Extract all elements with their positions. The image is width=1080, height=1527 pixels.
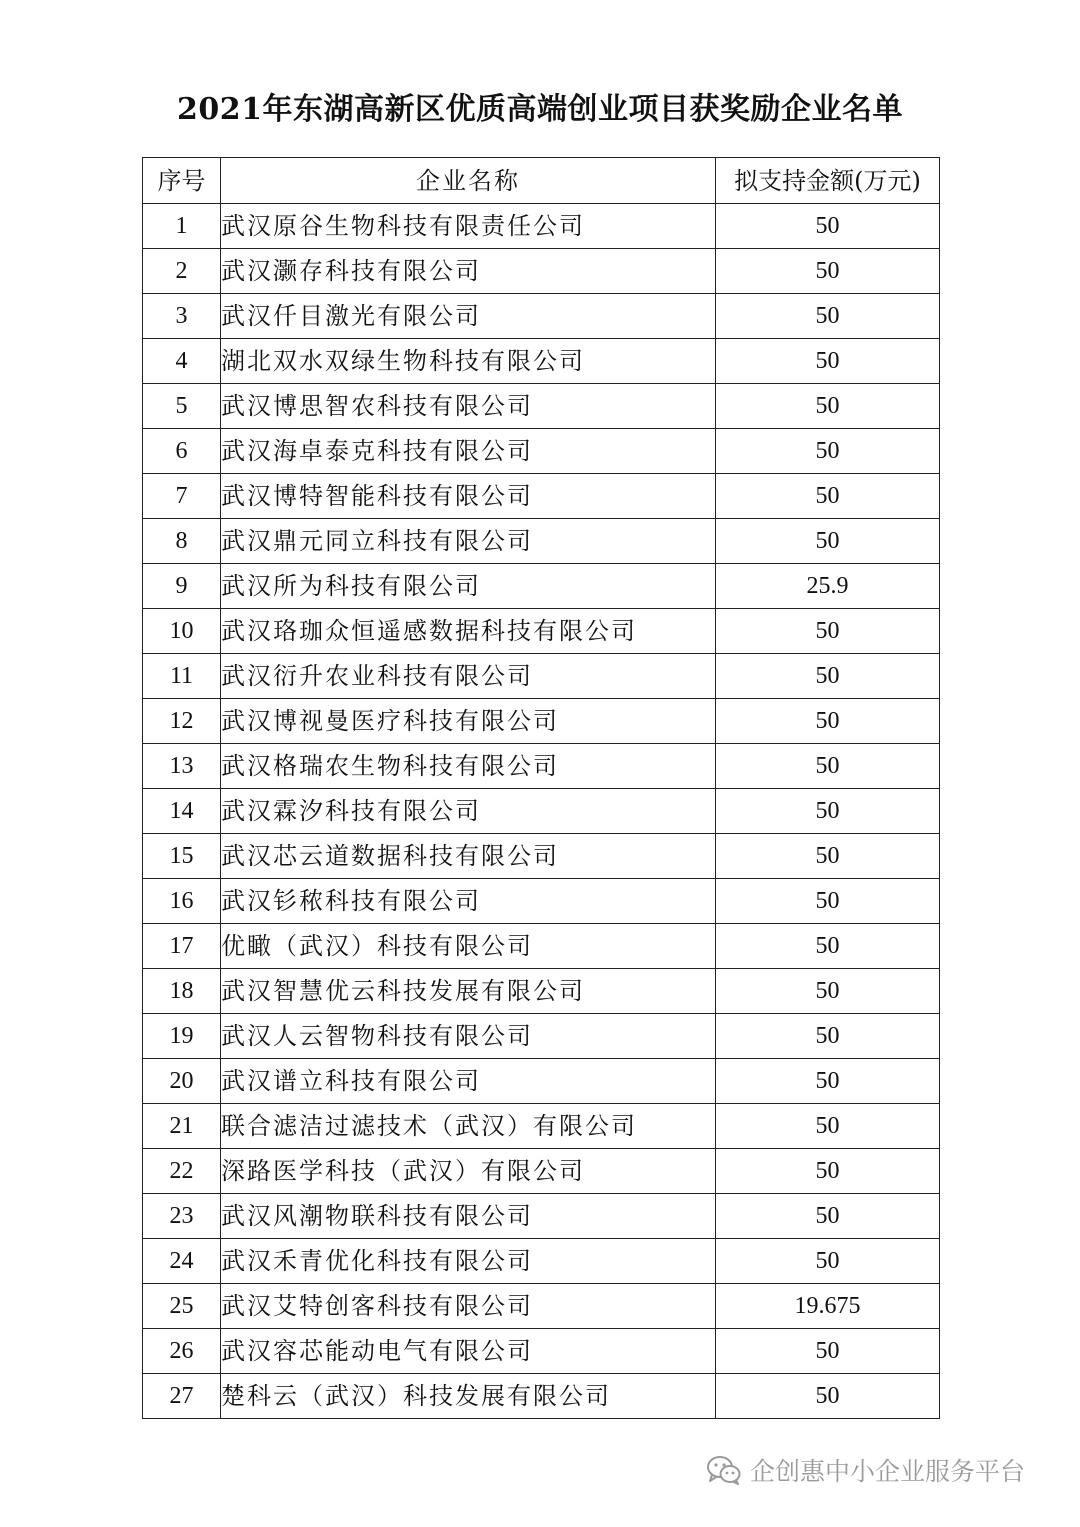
row-no: 24 <box>143 1239 221 1284</box>
row-company-name: 武汉霖汐科技有限公司 <box>221 789 716 834</box>
row-no: 7 <box>143 474 221 519</box>
row-no: 9 <box>143 564 221 609</box>
table-row <box>143 1014 940 1059</box>
table-row <box>143 789 940 834</box>
row-company-name: 武汉衍升农业科技有限公司 <box>221 654 716 699</box>
row-no: 22 <box>143 1149 221 1194</box>
row-company-name: 武汉风潮物联科技有限公司 <box>221 1194 716 1239</box>
row-company-name: 湖北双水双绿生物科技有限公司 <box>221 339 716 384</box>
row-no: 4 <box>143 339 221 384</box>
wechat-icon <box>706 1455 742 1485</box>
row-no: 8 <box>143 519 221 564</box>
row-no: 12 <box>143 699 221 744</box>
table-row <box>143 699 940 744</box>
row-no: 21 <box>143 1104 221 1149</box>
table-row <box>143 1059 940 1104</box>
row-company-name: 深路医学科技（武汉）有限公司 <box>221 1149 716 1194</box>
row-company-name: 楚科云（武汉）科技发展有限公司 <box>221 1374 716 1419</box>
table-row <box>143 249 940 294</box>
table-header-row <box>143 158 940 204</box>
row-no: 5 <box>143 384 221 429</box>
row-amount: 50 <box>716 474 940 519</box>
table-row <box>143 1194 940 1239</box>
table-row <box>143 1329 940 1374</box>
row-amount: 50 <box>716 1104 940 1149</box>
row-amount: 19.675 <box>716 1284 940 1329</box>
table-row <box>143 1149 940 1194</box>
row-company-name: 武汉灏存科技有限公司 <box>221 249 716 294</box>
row-company-name: 武汉海卓泰克科技有限公司 <box>221 429 716 474</box>
row-company-name: 武汉艾特创客科技有限公司 <box>221 1284 716 1329</box>
row-company-name: 武汉禾青优化科技有限公司 <box>221 1239 716 1284</box>
row-company-name: 武汉谱立科技有限公司 <box>221 1059 716 1104</box>
row-amount: 50 <box>716 699 940 744</box>
table-row <box>143 969 940 1014</box>
table-row <box>143 654 940 699</box>
table-row <box>143 924 940 969</box>
row-no: 2 <box>143 249 221 294</box>
row-no: 16 <box>143 879 221 924</box>
table-row <box>143 519 940 564</box>
row-amount: 50 <box>716 339 940 384</box>
row-company-name: 武汉博特智能科技有限公司 <box>221 474 716 519</box>
row-amount: 50 <box>716 654 940 699</box>
row-no: 17 <box>143 924 221 969</box>
row-amount: 50 <box>716 1149 940 1194</box>
table-row <box>143 879 940 924</box>
row-amount: 50 <box>716 744 940 789</box>
row-company-name: 优瞰（武汉）科技有限公司 <box>221 924 716 969</box>
header-name: 企业名称 <box>221 158 716 204</box>
row-amount: 50 <box>716 609 940 654</box>
table-row <box>143 564 940 609</box>
row-amount: 50 <box>716 249 940 294</box>
row-company-name: 武汉格瑞农生物科技有限公司 <box>221 744 716 789</box>
row-no: 19 <box>143 1014 221 1059</box>
row-amount: 50 <box>716 879 940 924</box>
row-company-name: 武汉智慧优云科技发展有限公司 <box>221 969 716 1014</box>
row-no: 15 <box>143 834 221 879</box>
row-no: 23 <box>143 1194 221 1239</box>
row-no: 1 <box>143 204 221 249</box>
row-no: 20 <box>143 1059 221 1104</box>
row-no: 11 <box>143 654 221 699</box>
header-amount: 拟支持金额(万元) <box>716 158 940 204</box>
table-row <box>143 474 940 519</box>
row-amount: 50 <box>716 969 940 1014</box>
table-row <box>143 834 940 879</box>
watermark <box>706 1452 1025 1488</box>
row-amount: 50 <box>716 1374 940 1419</box>
row-amount: 50 <box>716 1059 940 1104</box>
row-company-name: 武汉鼎元同立科技有限公司 <box>221 519 716 564</box>
row-no: 25 <box>143 1284 221 1329</box>
row-amount: 50 <box>716 429 940 474</box>
row-no: 3 <box>143 294 221 339</box>
watermark-text: 企创惠中小企业服务平台 <box>750 1457 1026 1486</box>
table-row <box>143 744 940 789</box>
row-no: 6 <box>143 429 221 474</box>
row-amount: 50 <box>716 1194 940 1239</box>
row-amount: 50 <box>716 204 940 249</box>
row-amount: 50 <box>716 519 940 564</box>
table-row <box>143 339 940 384</box>
table-row <box>143 1104 940 1149</box>
row-amount: 50 <box>716 1014 940 1059</box>
row-amount: 50 <box>716 834 940 879</box>
row-company-name: 武汉钐秾科技有限公司 <box>221 879 716 924</box>
award-table <box>142 157 940 1419</box>
header-no: 序号 <box>143 158 221 204</box>
row-company-name: 武汉原谷生物科技有限责任公司 <box>221 204 716 249</box>
row-amount: 50 <box>716 294 940 339</box>
row-amount: 50 <box>716 1239 940 1284</box>
table-row <box>143 609 940 654</box>
table-row <box>143 294 940 339</box>
row-no: 26 <box>143 1329 221 1374</box>
row-company-name: 武汉仟目激光有限公司 <box>221 294 716 339</box>
row-company-name: 武汉所为科技有限公司 <box>221 564 716 609</box>
row-amount: 50 <box>716 789 940 834</box>
row-company-name: 武汉博视曼医疗科技有限公司 <box>221 699 716 744</box>
row-company-name: 武汉芯云道数据科技有限公司 <box>221 834 716 879</box>
row-amount: 25.9 <box>716 564 940 609</box>
page-title: 2021年东湖高新区优质高端创业项目获奖励企业名单 <box>177 92 903 127</box>
table-row <box>143 1239 940 1284</box>
table-row <box>143 429 940 474</box>
table-row <box>143 1374 940 1419</box>
row-company-name: 武汉珞珈众恒遥感数据科技有限公司 <box>221 609 716 654</box>
row-company-name: 联合滤洁过滤技术（武汉）有限公司 <box>221 1104 716 1149</box>
row-no: 10 <box>143 609 221 654</box>
row-amount: 50 <box>716 924 940 969</box>
row-company-name: 武汉容芯能动电气有限公司 <box>221 1329 716 1374</box>
row-amount: 50 <box>716 1329 940 1374</box>
row-no: 14 <box>143 789 221 834</box>
row-no: 18 <box>143 969 221 1014</box>
row-amount: 50 <box>716 384 940 429</box>
table-row <box>143 384 940 429</box>
row-no: 13 <box>143 744 221 789</box>
row-company-name: 武汉博思智农科技有限公司 <box>221 384 716 429</box>
row-company-name: 武汉人云智物科技有限公司 <box>221 1014 716 1059</box>
table-body <box>143 204 940 1419</box>
row-no: 27 <box>143 1374 221 1419</box>
table-row <box>143 1284 940 1329</box>
table-row <box>143 204 940 249</box>
